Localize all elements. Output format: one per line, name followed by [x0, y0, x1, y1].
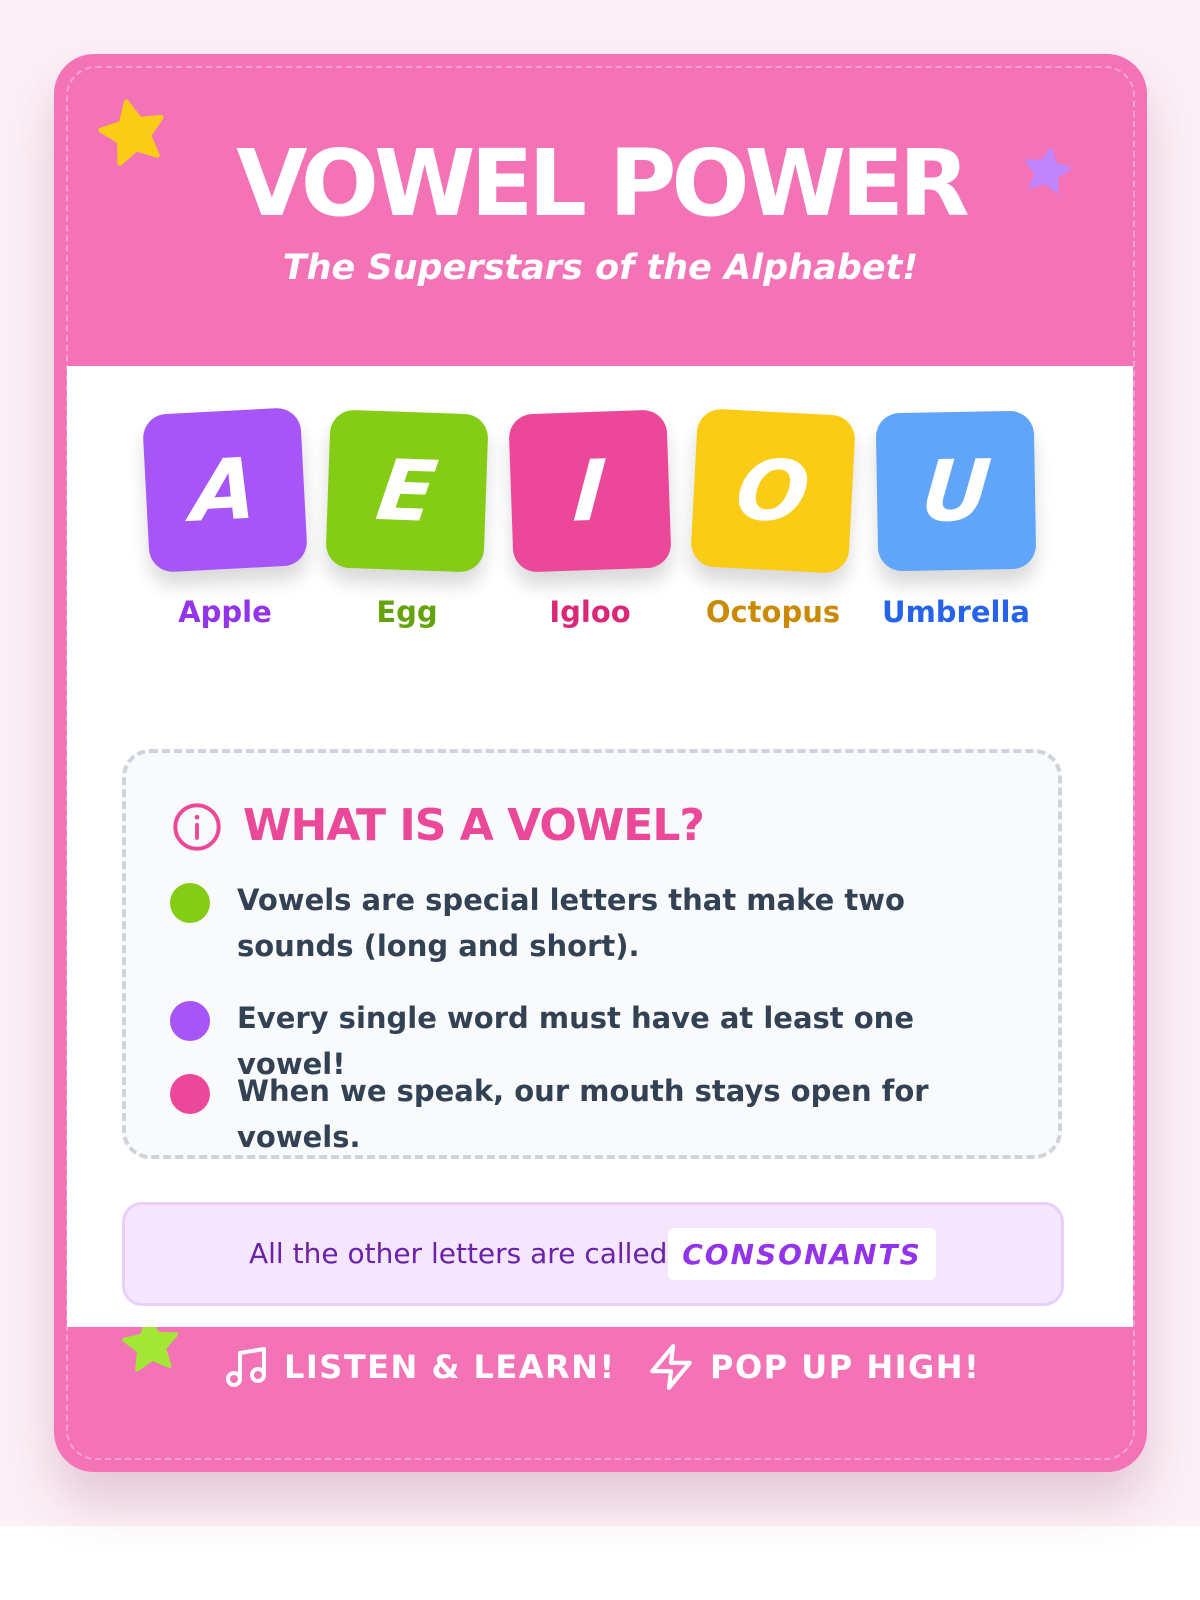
note-text: All the other letters are called	[249, 1237, 668, 1270]
info-title: WHAT IS A VOWEL?	[243, 800, 704, 851]
vowel-letter: U	[917, 441, 995, 541]
bullet-dot	[170, 1074, 210, 1114]
vowel-tile-a[interactable]	[142, 407, 308, 573]
vowel-card	[54, 54, 1147, 1472]
consonants-badge: CONSONANTS	[668, 1228, 936, 1280]
page-subtitle: The Superstars of the Alphabet!	[282, 248, 919, 288]
pop-up-high-button[interactable]	[646, 1337, 980, 1397]
listen-learn-button[interactable]	[222, 1337, 616, 1397]
vowel-letter: O	[729, 440, 817, 542]
footer-label: LISTEN & LEARN!	[284, 1348, 616, 1386]
vowel-tile-e[interactable]	[325, 409, 488, 572]
vowel-tile-o[interactable]	[690, 408, 856, 574]
vowel-letter: E	[371, 441, 443, 541]
music-note-icon	[222, 1343, 270, 1391]
bullet-dot	[170, 1001, 210, 1041]
vowel-letter: I	[570, 441, 610, 541]
vowel-tiles	[67, 366, 1133, 666]
content-panel	[67, 366, 1133, 1327]
info-box	[122, 749, 1062, 1159]
footer-label: POP UP HIGH!	[710, 1348, 981, 1386]
bullet-dot	[170, 883, 210, 923]
bullet-text: Vowels are special letters that make two sounds (long and short).	[237, 883, 905, 963]
vowel-word-egg: Egg	[376, 595, 438, 629]
vowel-word-apple: Apple	[178, 595, 272, 629]
vowel-word-octopus: Octopus	[705, 595, 841, 629]
vowel-tile-i[interactable]	[508, 409, 671, 572]
lightning-bolt-icon	[646, 1342, 696, 1392]
vowel-word-umbrella: Umbrella	[882, 595, 1030, 629]
vowel-word-igloo: Igloo	[549, 595, 631, 629]
info-icon	[171, 801, 223, 853]
page-title: VOWEL POWER	[236, 130, 965, 237]
vowel-letter: A	[189, 439, 261, 541]
bullet-text: When we speak, our mouth stays open for vowels.	[237, 1074, 929, 1154]
vowel-tile-u[interactable]	[876, 411, 1037, 572]
consonants-note	[122, 1202, 1064, 1306]
bullet-text: Every single word must have at least one vowel!	[237, 1001, 914, 1081]
